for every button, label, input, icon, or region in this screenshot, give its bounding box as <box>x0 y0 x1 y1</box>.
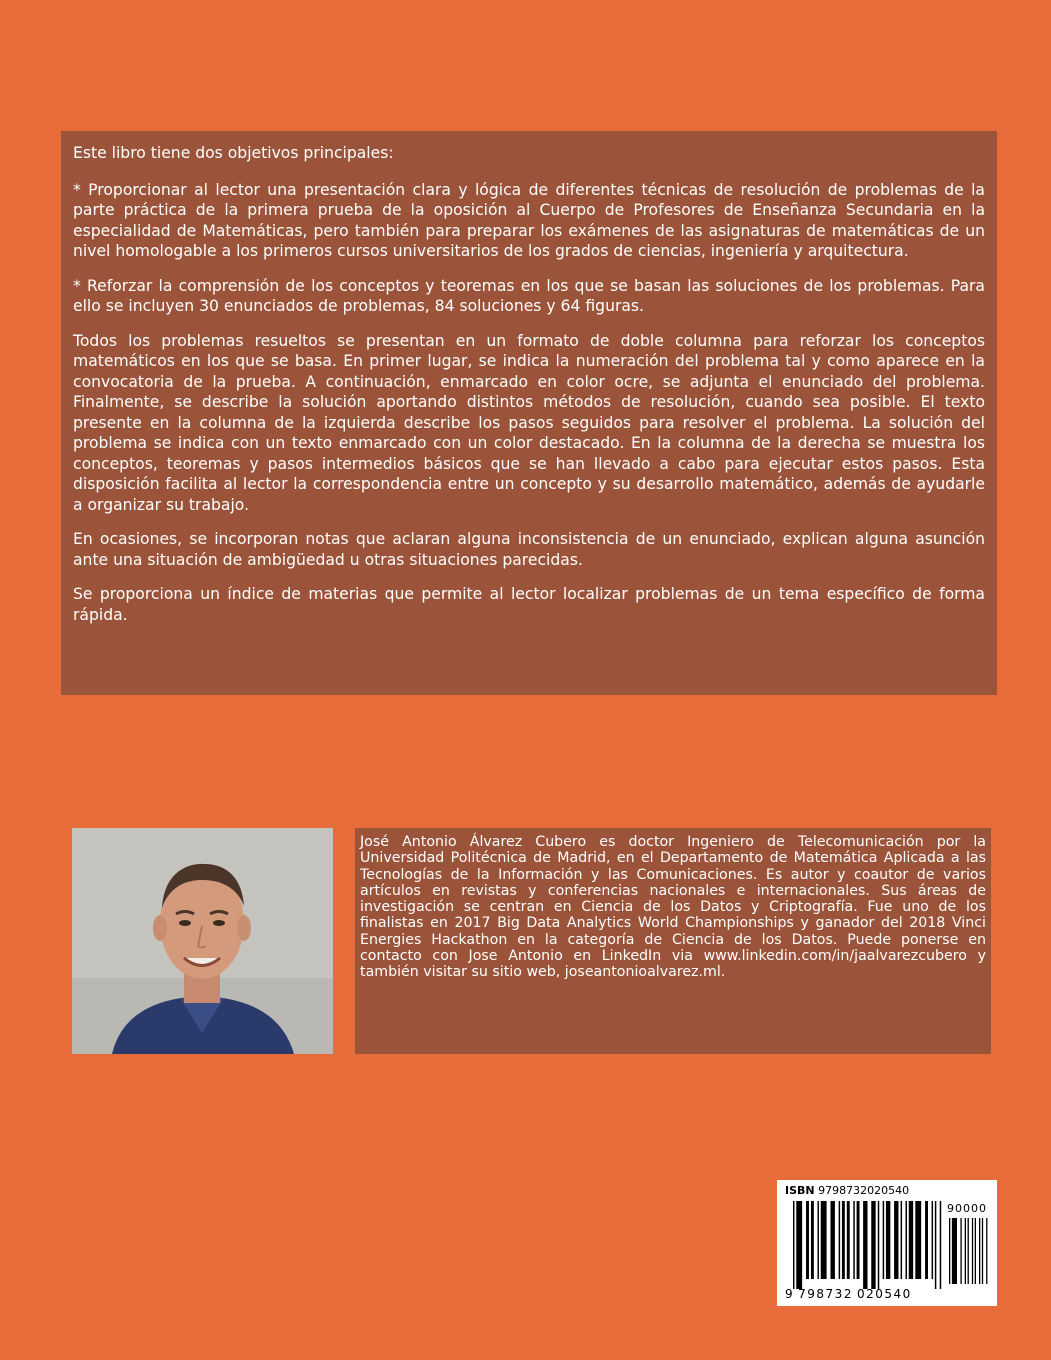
barcode-bar <box>935 1201 936 1289</box>
barcode-bar <box>878 1201 879 1289</box>
barcode-bar <box>853 1201 854 1279</box>
barcode-area <box>785 1201 989 1301</box>
index-paragraph: Se proporciona un índice de materias que permite al lector localizar problemas de un tema específico de forma rápida. <box>73 585 985 624</box>
barcode-bar <box>883 1201 884 1279</box>
author-portrait-illustration <box>72 828 333 1054</box>
barcode-bar <box>972 1218 973 1284</box>
barcode-bar <box>982 1218 983 1284</box>
barcode-bar <box>793 1201 794 1289</box>
barcode-bar <box>831 1201 835 1279</box>
barcode-bar <box>901 1201 902 1279</box>
barcode-bar <box>986 1218 987 1284</box>
barcode-bar <box>949 1218 950 1284</box>
barcode-bar <box>811 1201 814 1279</box>
notes-paragraph: En ocasiones, se incorporan notas que aclaran alguna inconsistencia de un enunciado, explican alguna asunción ante una situación de ambigüedad u otras situaciones parecidas. <box>73 530 985 569</box>
format-paragraph: Todos los problemas resueltos se presentan en un formato de doble columna para reforzar los conceptos matemáticos en los que se basa. En primer lugar, se indica la numeración del problema tal y como aparece en la convocatoria de la prueba. A continuación, enmarcado en color ocre, se adjunta el enunciado del problema. Finalmente, se describe la solución aportando distintos métodos de resolución, cuando sea posible. El texto presente en la columna de la izquierda describe los pasos seguidos para resolver el problema. La solución del problema se indica con un texto enmarcado con un color destacado. En la columna de la derecha se muestra los conceptos, teoremas y pasos intermedios básicos que se han llevado a cabo para ejecutar estos pasos. Esta disposición facilita al lector la correspondencia entre un concepto y su desarrollo matemático, además de ayudarle a organizar su trabajo. <box>73 331 985 514</box>
barcode-bar <box>915 1201 921 1279</box>
barcode-bar <box>906 1201 907 1279</box>
barcode-bar <box>975 1218 976 1284</box>
barcode-bar <box>940 1201 941 1289</box>
barcode-bar <box>960 1218 961 1284</box>
barcode-bar <box>968 1218 969 1284</box>
intro-paragraph: Este libro tiene dos objetivos principales: <box>73 144 394 162</box>
barcode-bar <box>965 1218 966 1284</box>
barcode-bar <box>817 1201 818 1279</box>
barcode-bar <box>863 1201 867 1289</box>
author-bio-text: José Antonio Álvarez Cubero es doctor Ingeniero de Telecomunicación por la Universidad Politécnica de Madrid, en el Departamento de Matemática Aplicada a las Tecnologías de la Información y las Comunicaciones. Es autor y coautor de varios artículos en revistas y conferencias nacionales e internacionales. Sus áreas de investigación se centran en Ciencia de los Datos y Criptografía. Fue uno de los finalistas en 2017 Big Data Analytics World Championships y ganador del 2018 Vinci Energies Hackathon en la categoría de Ciencia de los Datos. Puede ponerse en contacto con Jose Antonio en LinkedIn via www.linkedin.com/in/jaalvarezcubero y también visitar su sitio web, joseantonioalvarez.ml. <box>360 834 986 981</box>
barcode-digit-first: 9 <box>785 1287 795 1301</box>
barcode-bar <box>871 1201 875 1289</box>
barcode-bar <box>952 1218 957 1284</box>
isbn-barcode <box>777 1180 997 1306</box>
barcode-bar <box>796 1201 802 1289</box>
barcode-digit-group-2: 020540 <box>856 1287 912 1301</box>
isbn-number: 9798732020540 <box>818 1184 910 1197</box>
description-box <box>61 131 997 695</box>
barcode-bar <box>894 1201 898 1279</box>
barcode-bar <box>847 1201 850 1279</box>
price-addon-bars <box>949 1218 989 1294</box>
objective-2-paragraph: * Reforzar la comprensión de los conceptos y teoremas en los que se basan las soluciones de los problemas. Para ello se incluyen 30 enunciados de problemas, 84 soluciones y 64 figuras. <box>73 276 985 315</box>
isbn-label: ISBN <box>785 1184 815 1197</box>
barcode-bar <box>821 1201 827 1279</box>
author-photo <box>72 828 333 1054</box>
barcode-bar <box>857 1201 860 1279</box>
barcode-bar <box>806 1201 809 1279</box>
barcode-bar <box>932 1201 933 1279</box>
barcode-digit-group-1: 798732 <box>798 1287 853 1301</box>
barcode-bar <box>909 1201 913 1279</box>
objective-1-paragraph: * Proporcionar al lector una presentación clara y lógica de diferentes técnicas de resolución de problemas de la parte práctica de la primera prueba de la oposición al Cuerpo de Profesores de Enseñanza Secundaria en la especialidad de Matemáticas, pero también para preparar los exámenes de las asignaturas de matemáticas de un nivel homologable a los primeros cursos universitarios de los grados de ciencias, ingeniería y arquitectura. <box>73 180 985 260</box>
author-bio-box <box>355 828 991 1054</box>
price-addon-digits: 90000 <box>947 1202 987 1215</box>
isbn-line <box>785 1184 989 1198</box>
barcode-bar <box>842 1201 845 1279</box>
barcode-bar <box>925 1201 928 1279</box>
barcode-bar <box>839 1201 840 1279</box>
barcode-bar <box>886 1201 890 1279</box>
barcode-bar <box>979 1218 980 1284</box>
barcode-digits <box>785 1287 945 1301</box>
barcode-bars <box>793 1201 943 1289</box>
